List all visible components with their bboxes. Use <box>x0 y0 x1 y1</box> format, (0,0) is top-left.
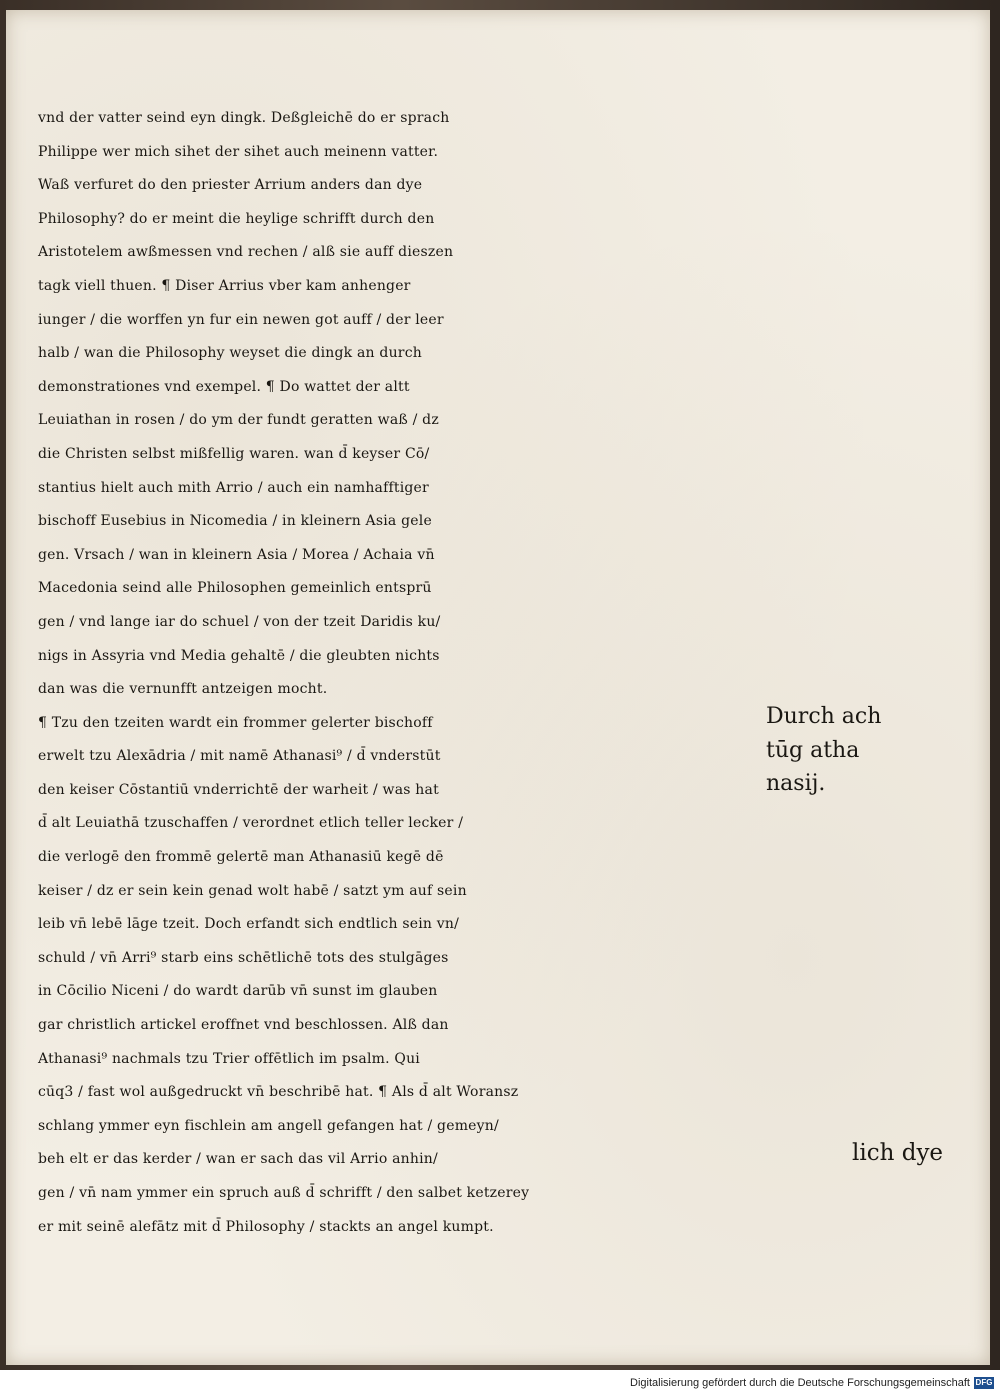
text-line: Athanasi⁹ nachmals tzu Trier offētlich im psalm. Qui <box>38 1050 420 1067</box>
side-continuation: lich dye <box>852 1140 944 1166</box>
text-line: Aristotelem awßmessen vnd rechen / alß sie auff dieszen <box>38 244 454 261</box>
text-line: er mit seinē alefātz mit d̄ Philosophy / stackts an angel kumpt. <box>38 1218 494 1235</box>
text-line: gen. Vrsach / wan in kleinern Asia / Morea / Achaia vn̄ <box>38 546 435 563</box>
text-line: bischoff Eusebius in Nicomedia / in kleinern Asia gele <box>38 513 432 530</box>
margin-note-line: nasij. <box>766 771 826 797</box>
text-line: ¶ Tzu den tzeiten wardt ein frommer gelerter bischoff <box>38 714 433 731</box>
text-line: die verlogē den frommē gelertē man Athanasiū kegē dē <box>38 849 444 866</box>
text-line: gen / vnd lange iar do schuel / von der tzeit Daridis ku/ <box>38 613 441 630</box>
dfg-logo: DFG <box>975 1378 993 1387</box>
text-line: schlang ymmer eyn fischlein am angell gefangen hat / gemeyn/ <box>38 1117 499 1134</box>
funding-notice: Digitalisierung gefördert durch die Deutsche Forschungsgemeinschaft <box>630 1377 970 1389</box>
text-line: Waß verfuret do den priester Arrium anders dan dye <box>38 177 423 194</box>
text-line: tagk viell thuen. ¶ Diser Arrius vber kam anhenger <box>38 277 411 294</box>
book-page <box>6 10 990 1365</box>
text-line: gar christlich artickel eroffnet vnd beschlossen. Alß dan <box>38 1017 449 1034</box>
text-line: die Christen selbst mißfellig waren. wan d̄ keyser Cō/ <box>38 445 430 462</box>
margin-note <box>766 700 966 801</box>
text-line: erwelt tzu Alexādria / mit namē Athanasi⁹ / d̄ vnderstūt <box>38 748 441 765</box>
text-line: keiser / dz er sein kein genad wolt habē / satzt ym auf sein <box>38 882 467 899</box>
text-line: halb / wan die Philosophy weyset die dingk an durch <box>38 345 422 362</box>
text-line: in Cōcilio Niceni / do wardt darūb vn̄ sunst im glauben <box>38 983 438 1000</box>
text-line: demonstrationes vnd exempel. ¶ Do wattet der altt <box>38 378 410 395</box>
text-line: leib vn̄ lebē lāge tzeit. Doch erfandt sich endtlich sein vn/ <box>38 916 460 933</box>
text-line: cūq3 / fast wol außgedruckt vn̄ beschribē hat. ¶ Als d̄ alt Woransz <box>38 1084 519 1101</box>
text-line: Macedonia seind alle Philosophen gemeinlich entsprū <box>38 580 432 597</box>
text-line: Leuiathan in rosen / do ym der fundt geratten waß / dz <box>38 412 439 429</box>
text-line: vnd der vatter seind eyn dingk. Deßgleichē do er sprach <box>38 110 450 126</box>
text-line: Philippe wer mich sihet der sihet auch meinenn vatter. <box>38 143 439 160</box>
text-line: beh elt er das kerder / wan er sach das vil Arrio anhin/ <box>38 1151 438 1168</box>
text-line: d̄ alt Leuiathā tzuschaffen / verordnet etlich teller lecker / <box>38 815 464 832</box>
main-text <box>38 102 798 1244</box>
text-line: den keiser Cōstantiū vnderrichtē der warheit / was hat <box>38 781 439 798</box>
text-line: stantius hielt auch mith Arrio / auch ein namhafftiger <box>38 479 429 496</box>
text-line: gen / vn̄ nam ymmer ein spruch auß d̄ schrifft / den salbet ketzerey <box>38 1185 530 1201</box>
margin-note-line: Durch ach <box>766 704 882 729</box>
text-line: nigs in Assyria vnd Media gehaltē / die gleubten nichts <box>38 647 440 664</box>
text-line: schuld / vn̄ Arri⁹ starb eins schētlichē tots des stulgāges <box>38 949 449 966</box>
text-line: Philosophy? do er meint die heylige schrifft durch den <box>38 210 435 227</box>
margin-note-line: tūg atha <box>766 737 860 763</box>
text-line: iunger / die worffen yn fur ein newen got auff / der leer <box>38 311 444 328</box>
text-line: dan was die vernunfft antzeigen mocht. <box>38 681 328 698</box>
